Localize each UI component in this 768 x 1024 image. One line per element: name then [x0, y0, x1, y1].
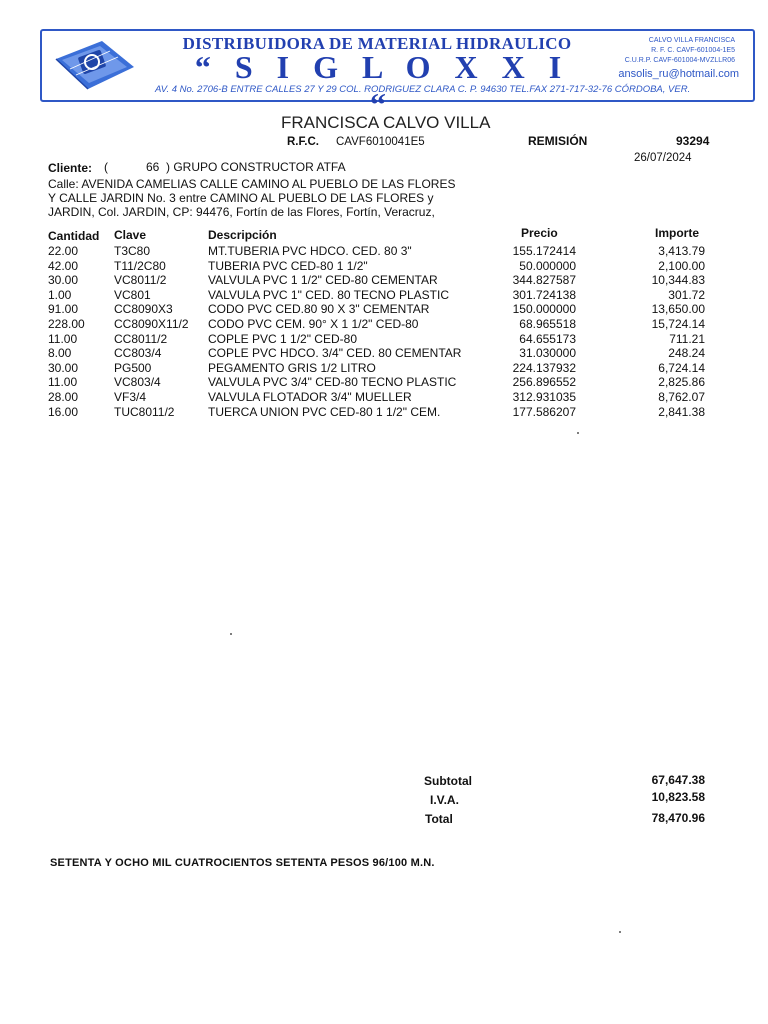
row-quantity: 11.00	[48, 331, 78, 346]
table-row	[0, 346, 768, 361]
row-quantity: 91.00	[48, 302, 79, 317]
row-code: CC803/4	[114, 346, 162, 361]
row-amount: 2,100.00	[658, 258, 705, 273]
row-description: VALVULA FLOTADOR 3/4" MUELLER	[208, 390, 412, 404]
rfc-label: R.F.C.	[287, 136, 319, 148]
column-header-quantity: Cantidad	[48, 229, 100, 243]
scan-speck	[577, 432, 579, 434]
client-address-line: JARDIN, Col. JARDIN, CP: 94476, Fortín de las Flores, Fortín, Veracruz,	[48, 205, 435, 219]
brand-name: “ S I G L O X X I “	[194, 49, 570, 122]
table-row	[0, 302, 768, 317]
row-code: T3C80	[114, 244, 151, 258]
company-logo-icon	[50, 39, 136, 91]
row-quantity: 30.00	[48, 273, 79, 288]
row-quantity: 22.00	[48, 244, 79, 258]
amount-in-words: SETENTA Y OCHO MIL CUATROCIENTOS SETENTA PESOS 96/100 M.N.	[50, 857, 435, 869]
remision-number: 93294	[676, 134, 710, 148]
client-label: Cliente:	[48, 161, 93, 175]
subtotal-value: 67,647.38	[651, 773, 705, 787]
row-description: CODO PVC CED.80 90 X 3" CEMENTAR	[208, 302, 430, 317]
row-code: CC8090X3	[114, 302, 173, 317]
scan-speck	[230, 633, 232, 635]
owner-email: ansolis_ru@hotmail.com	[618, 68, 739, 80]
row-amount: 10,344.83	[651, 273, 705, 288]
row-code: T11/2C80	[114, 258, 166, 273]
table-row	[0, 361, 768, 376]
row-amount: 2,841.38	[658, 404, 705, 419]
client-address-line: Y CALLE JARDIN No. 3 entre CAMINO AL PUEBLO DE LAS FLORES y	[48, 191, 434, 205]
row-quantity: 228.00	[48, 317, 85, 331]
company-name: DISTRIBUIDORA DE MATERIAL HIDRAULICO	[182, 34, 572, 53]
iva-value: 10,823.58	[651, 790, 705, 804]
table-row	[0, 259, 768, 274]
client-number: 66	[146, 160, 160, 174]
column-header-code: Clave	[114, 228, 147, 242]
column-header-price: Precio	[521, 226, 558, 240]
row-price: 177.586207	[512, 404, 576, 419]
subtotal-label: Subtotal	[424, 774, 472, 788]
table-row	[0, 375, 768, 390]
row-description: COPLE PVC HDCO. 3/4" CED. 80 CEMENTAR	[208, 346, 462, 361]
row-description: TUERCA UNION PVC CED-80 1 1/2" CEM.	[208, 404, 441, 419]
total-label: Total	[425, 812, 453, 826]
column-header-description: Descripción	[208, 228, 277, 242]
table-row	[0, 288, 768, 303]
table-row	[0, 244, 768, 259]
row-amount: 711.21	[669, 331, 705, 346]
row-quantity: 42.00	[48, 258, 79, 273]
row-amount: 2,825.86	[658, 375, 705, 390]
row-price: 344.827587	[512, 273, 576, 288]
table-row	[0, 317, 768, 332]
row-price: 301.724138	[512, 287, 576, 302]
row-price: 64.655173	[519, 331, 576, 346]
row-description: TUBERIA PVC CED-80 1 1/2"	[208, 258, 368, 273]
row-code: VC801	[114, 287, 151, 302]
row-code: TUC8011/2	[114, 404, 175, 419]
row-quantity: 8.00	[48, 346, 72, 361]
row-code: PG500	[114, 360, 152, 375]
owner-name: CALVO VILLA FRANCISCA	[648, 37, 735, 44]
row-price: 31.030000	[519, 346, 576, 361]
row-code: VC8011/2	[114, 273, 167, 288]
rfc-value: CAVF6010041E5	[336, 136, 425, 148]
row-description: PEGAMENTO GRIS 1/2 LITRO	[208, 360, 376, 375]
row-quantity: 30.00	[48, 360, 79, 375]
table-row	[0, 405, 768, 420]
row-description: VALVULA PVC 1 1/2" CED-80 CEMENTAR	[208, 273, 438, 288]
document-date: 26/07/2024	[634, 152, 692, 164]
row-description: COPLE PVC 1 1/2" CED-80	[208, 331, 357, 346]
row-quantity: 28.00	[48, 390, 79, 404]
row-amount: 13,650.00	[651, 302, 705, 317]
row-price: 50.000000	[519, 258, 576, 273]
row-code: VF3/4	[114, 390, 147, 404]
row-amount: 3,413.79	[658, 244, 705, 258]
row-quantity: 16.00	[48, 404, 79, 419]
row-description: VALVULA PVC 1" CED. 80 TECNO PLASTIC	[208, 287, 450, 302]
owner-rfc: R. F. C. CAVF-601004-1E5	[651, 47, 735, 54]
table-row	[0, 273, 768, 288]
row-price: 224.137932	[512, 360, 576, 375]
row-quantity: 11.00	[48, 375, 78, 390]
letterhead	[40, 29, 755, 122]
row-code: CC8090X11/2	[114, 317, 189, 331]
table-row	[0, 390, 768, 405]
client-address-line: Calle: AVENIDA CAMELIAS CALLE CAMINO AL PUEBLO DE LAS FLORES	[48, 177, 456, 191]
row-code: CC8011/2	[114, 331, 168, 346]
row-description: MT.TUBERIA PVC HDCO. CED. 80 3"	[208, 244, 412, 258]
row-amount: 301.72	[668, 287, 705, 302]
iva-label: I.V.A.	[430, 793, 459, 807]
owner-curp: C.U.R.P. CAVF-601004-MVZLLR06	[624, 57, 735, 64]
scan-speck	[619, 931, 621, 933]
row-quantity: 1.00	[48, 287, 72, 302]
row-description: CODO PVC CEM. 90° X 1 1/2" CED-80	[208, 317, 419, 331]
row-price: 68.965518	[519, 317, 576, 331]
issuer-name: FRANCISCA CALVO VILLA	[281, 113, 491, 132]
row-amount: 6,724.14	[658, 360, 705, 375]
row-description: VALVULA PVC 3/4" CED-80 TECNO PLASTIC	[208, 375, 457, 390]
row-price: 256.896552	[512, 375, 576, 390]
row-code: VC803/4	[114, 375, 161, 390]
client-paren: (	[104, 160, 108, 174]
table-row	[0, 332, 768, 347]
remision-label: REMISIÓN	[528, 134, 588, 148]
row-price: 312.931035	[512, 390, 576, 404]
total-value: 78,470.96	[651, 811, 705, 825]
client-name: ) GRUPO CONSTRUCTOR ATFA	[166, 160, 346, 174]
row-amount: 8,762.07	[658, 390, 705, 404]
row-price: 150.000000	[512, 302, 576, 317]
row-amount: 15,724.14	[651, 317, 705, 331]
company-address: AV. 4 No. 2706-B ENTRE CALLES 27 Y 29 COL. RODRIGUEZ CLARA C. P. 94630 TEL.FAX 271-717-32-76 CÓRDOBA, VER.	[155, 84, 691, 95]
row-amount: 248.24	[668, 346, 705, 361]
column-header-amount: Importe	[655, 226, 700, 240]
row-price: 155.172414	[512, 244, 576, 258]
